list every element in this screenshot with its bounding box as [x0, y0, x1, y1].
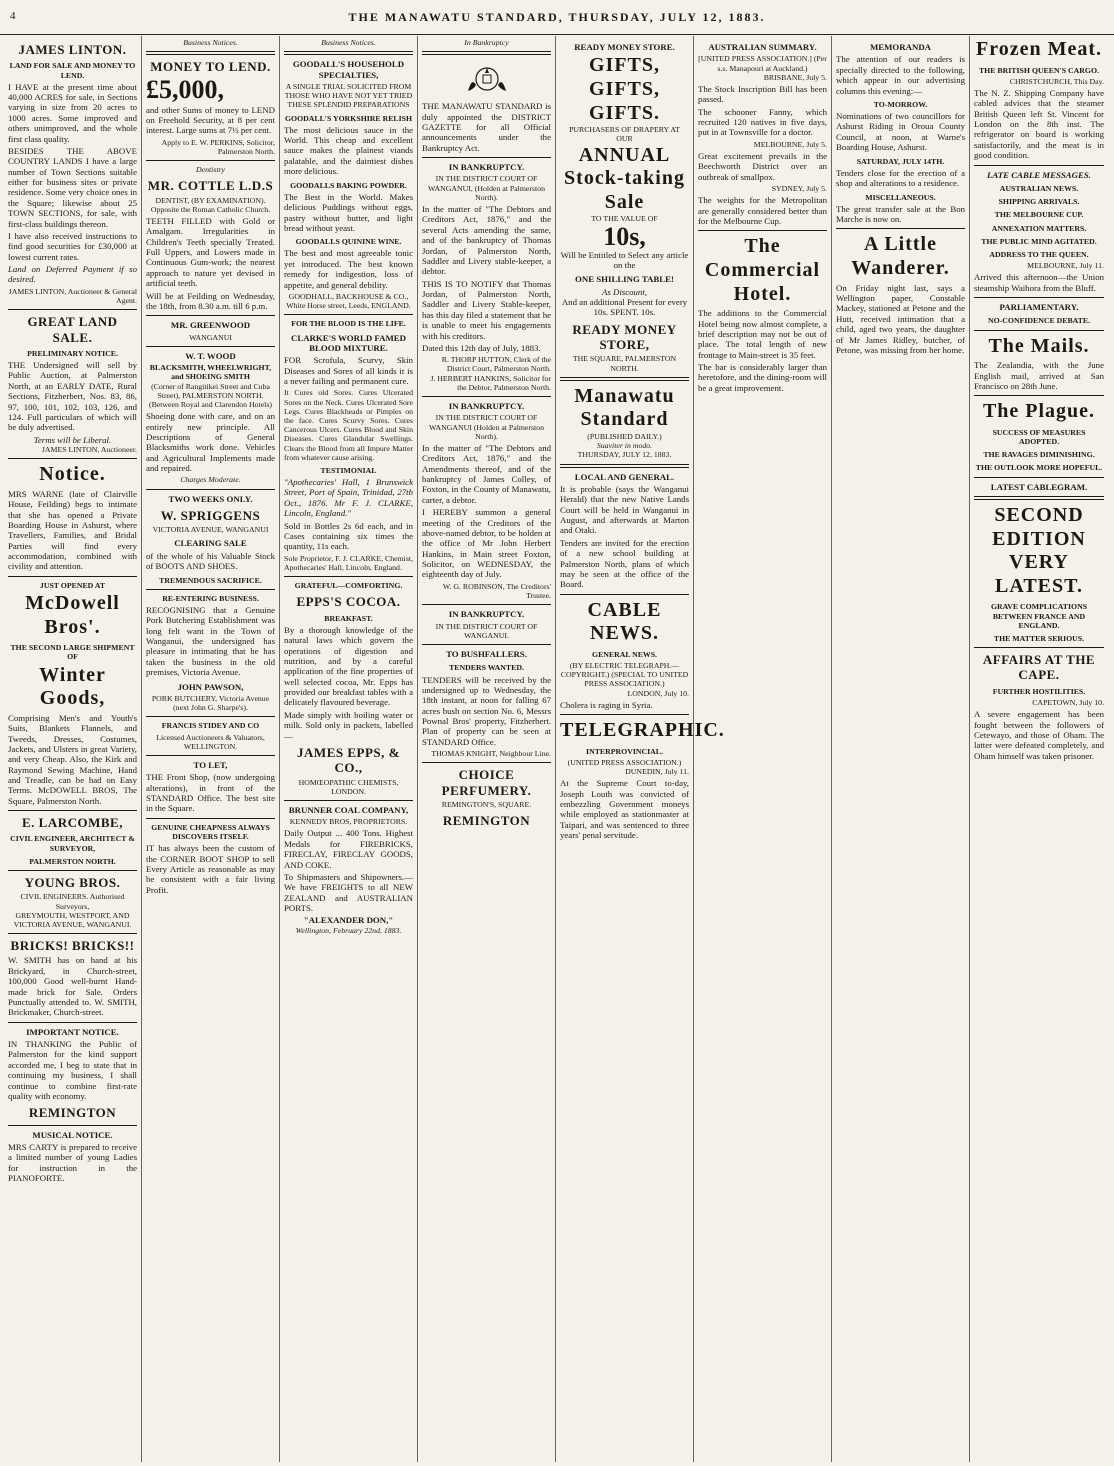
divider	[974, 165, 1104, 166]
clarke-proprietor: Sole Proprietor, F. J. CLARKE, Chemist, Apothecaries' Hall, Lincoln, England.	[284, 553, 413, 572]
sydney-body: The weights for the Metropolitan are generally considered better than for the Melbourne Cup.	[698, 195, 827, 227]
bankruptcy-2-matter: In the matter of "The Debtors and Creditors Act, 1876," and the Amendments thereof, and of the bankruptcy of James Colley, of Foxton, in the County of Manawatu, carter, a debtor.	[422, 442, 551, 505]
to-let-body: THE Front Shop, (now undergoing alterations), in front of the STANDARD Office. The best site in the Square.	[146, 772, 275, 814]
bankruptcy-1-title: IN BANKRUPTCY.	[448, 162, 525, 173]
young-subtitle: CIVIL ENGINEERS. Authorised Surveyors,	[20, 892, 125, 911]
dentist-name: MR. COTTLE L.D.S	[147, 178, 274, 194]
reopening-title: RE-ENTERING BUSINESS.	[162, 593, 259, 603]
memoranda-body: The attention of our readers is specially directed to the following, which appear in our advertising columns this evening:—	[836, 54, 965, 96]
money-amount: £5,000,	[146, 74, 224, 104]
greenwood-title: MR. GREENWOOD	[170, 320, 251, 331]
mails-title: The Mails.	[988, 334, 1090, 357]
pawson-subtitle: PORK BUTCHERY, Victoria Avenue (next John G. Sharpe's).	[151, 693, 270, 713]
discount-line: As Discount,	[602, 286, 647, 297]
wood-body: Shoeing done with care, and on an entirely new principle. All Descriptions of General Blacksmiths work done. Vehicles and Agricultural Implements made and repaired.	[146, 411, 275, 474]
divider	[8, 870, 137, 871]
brunner-body: Daily Output ... 400 Tons. Highest Medals for FIREBRICKS, FIRECLAY, FIRECLAY GOODS, AND COKE.	[284, 828, 413, 870]
australian-item: The schooner Fanny, which recruited 120 natives in five days, put in at Townsville for a doctor.	[698, 106, 827, 138]
local-item-2: Tenders are invited for the erection of a new school building at Palmerston North, plans of which may be seen at the office of the Board.	[560, 537, 689, 590]
late-cable-title: LATE CABLE MESSAGES.	[987, 169, 1091, 180]
cable-london: LONDON, July 10.	[627, 688, 689, 698]
frozen-cargo: THE BRITISH QUEEN'S CARGO.	[978, 65, 1099, 75]
one-shilling-table: ONE SHILLING TABLE!	[575, 274, 674, 285]
divider	[8, 1022, 137, 1023]
ready-money-title: READY MONEY STORE.	[574, 42, 675, 52]
brunner-title: BRUNNER COAL COMPANY,	[288, 804, 409, 815]
linton-deposit: Land on Deferred Payment if so desired.	[8, 264, 137, 285]
miscellaneous-body: The great transfer sale at the Bon Marche is now on.	[836, 203, 965, 225]
divider	[8, 576, 137, 577]
bankruptcy-1-matter: In the matter of "The Debtors and Creditors Act, 1876," and the several Acts amending the same, and of the bankruptcy of Thomas Jordan, of Palmerston North, Saddler and Livery stable-keeper, a debtor.	[422, 204, 551, 277]
plague-title: The Plague.	[982, 400, 1096, 423]
grave-complications: GRAVE COMPLICATIONS BETWEEN FRANCE AND ENGLAND.	[990, 602, 1088, 630]
divider	[422, 604, 551, 605]
linton-signature: JAMES LINTON, Auctioneer & General Agent.	[8, 286, 137, 306]
paper-published: (PUBLISHED DAILY.)	[587, 431, 662, 441]
purchasers-line: PURCHASERS OF DRAPERY AT OUR	[569, 125, 680, 144]
dentist-body: TEETH FILLED with Gold or Amalgam. Irregularities in Children's Teeth specially Treated. Full Uppers, and Lowers made in Continuous Gum-work; the nearest approach to nature yet devised in artificial teeth.	[146, 215, 275, 289]
divider	[974, 395, 1104, 396]
divider	[698, 230, 827, 231]
melbourne-date: MELBOURNE, July 5.	[753, 139, 827, 149]
dentist-subtitle: DENTIST, (BY EXAMINATION).	[155, 195, 266, 205]
divider	[422, 762, 551, 763]
baking-title: GOODALLS BAKING POWDER.	[290, 180, 407, 190]
brunner-subtitle: KENNEDY BROS, PROPRIETORS.	[289, 817, 408, 827]
young-title: YOUNG BROS.	[24, 875, 121, 891]
terms-note: Terms will be Liberal.	[33, 434, 112, 445]
column-2	[142, 36, 280, 1462]
pawson-title: JOHN PAWSON,	[177, 681, 244, 692]
clarke-body: FOR Scrofula, Scurvy, Skin Diseases and Sores of all kinds it is a never failing and permanent cure.	[284, 355, 413, 386]
dunedin-body: At the Supreme Court to-day, Joseph Louth was convicted of embezzling Government moneys while employed as stationmaster at Taipari, and was sentenced to three years' penal servitude.	[560, 778, 689, 841]
column-3	[280, 36, 418, 1462]
bankruptcy-1-notify: THIS IS TO NOTIFY that Thomas Jordan, of Palmerston North, Saddler and Livery Stable-keeper, has this day filed a statement that he is unable to meet his engagements with his creditors.	[422, 278, 551, 341]
gazette-notice: THE MANAWATU STANDARD is duly appointed the DISTRICT GAZETTE for all Official announcements under the Bankruptcy Act.	[422, 101, 551, 153]
bankruptcy-1-clerk: R. THORP HUTTON, Clerk of the District Court, Palmerston North.	[441, 355, 551, 374]
testimonial-title: TESTIMONIAL	[320, 465, 377, 475]
column-header: In Bankruptcy	[464, 38, 509, 47]
rms-name: READY MONEY STORE,	[572, 321, 677, 353]
divider	[146, 160, 275, 161]
capetown-body: A severe engagement has been fought between the followers of Cetewayo, and those of Oham. The latter were defeated completely, and Oham himself was taken prisoner.	[974, 709, 1104, 761]
clarke-title: CLARKE'S WORLD FAMED BLOOD MIXTURE.	[290, 332, 407, 353]
divider	[560, 714, 689, 715]
relish-body: The most delicious sauce in the World. This cheap and excellent sauce makes the plainest viands palatable, and the daintiest dishes more delicious.	[284, 124, 413, 177]
cable-news-title: CABLE NEWS.	[587, 598, 662, 645]
important-body: IN THANKING the Public of Palmerston for the kind support accorded me, I beg to state that in continuing my business, I shall continue to combine first-rate quality with economy.	[8, 1039, 137, 1101]
commercial-hotel-body: The additions to the Commercial Hotel being now almost complete, a brief description may not be out of place. The total length of new frontage to Main-street is 35 feet.	[698, 308, 827, 360]
local-item-1: It is probable (says the Wanganui Herald) that the new Native Lands Court will be held in Wanganui in August, and afterwards at Marton and Otaki.	[560, 483, 689, 536]
sydney-date: SYDNEY, July 5.	[771, 184, 827, 194]
melbourne-cup: THE MELBOURNE CUP.	[994, 210, 1084, 220]
divider	[8, 458, 137, 459]
money-apply: Apply to E. W. PERKINS, Solicitor, Palmerston North.	[161, 137, 275, 156]
annual-title: ANNUAL	[578, 143, 671, 166]
tomorrow-title: TO-MORROW.	[873, 99, 928, 109]
epps-body: By a thorough knowledge of the natural laws which govern the operations of digestion and nutrition, and by a careful application of the fine properties of well selected cocoa, Mr. Epps has provided our breakfast tables with a delicately flavoured beverage.	[284, 624, 413, 708]
testimonial-body: "Apothecaries' Hall, 1 Brunswick Street, Port of Spain, Trinidad, 27th Oct., 1876. Mr F. J. CLARKE, Lincoln, England."	[284, 477, 413, 519]
australian-news: AUSTRALIAN NEWS.	[999, 183, 1079, 193]
perfumery-subtitle: REMINGTON'S, SQUARE.	[441, 799, 532, 809]
divider	[422, 396, 551, 397]
page-number: 4	[10, 10, 17, 22]
reopening-body: RECOGNISING that a Genuine Pork Butchering Establishment was long felt want in the Town of Wanganui, the undersigned has pleasure in intimating that he has taken the business in the old premises, Victoria Avenue.	[146, 604, 275, 678]
tenders-body: TENDERS will be received by the undersigned up to Wednesday, the 18th instant, at noon for falling 67 acres bush on section No. 6, Messrs Pownal Bros' property, Fitzherbert. Plan of property can be seen at STANDARD Office.	[422, 674, 551, 747]
bankruptcy-2-court: IN THE DISTRICT COURT OF WANGANUI (Holden at Palmerston North).	[429, 413, 544, 441]
bankruptcy-2-title: IN BANKRUPTCY.	[448, 401, 525, 411]
divider	[974, 297, 1104, 298]
larcombe-place: PALMERSTON NORTH.	[29, 856, 116, 866]
spriggens-subtitle: VICTORIA AVENUE, WANGANUI	[152, 525, 269, 535]
epps-chemists: HOMŒOPATHIC CHEMISTS, LONDON.	[298, 777, 399, 796]
bankruptcy-3-court: IN THE DISTRICT COURT OF WANGANUI.	[435, 621, 538, 640]
goodall-title: GOODALL'S HOUSEHOLD SPECIALTIES,	[292, 59, 405, 80]
blood-title: FOR THE BLOOD IS THE LIFE.	[291, 319, 406, 329]
divider	[146, 818, 275, 819]
divider	[284, 314, 413, 315]
perfumery-remington: REMINGTON	[442, 813, 531, 829]
wanderer-title: A Little Wanderer.	[851, 233, 950, 280]
divider	[146, 716, 275, 717]
divider	[422, 51, 551, 55]
clearing-title: CLEARING SALE	[174, 538, 247, 549]
frozen-meat-title: Frozen Meat.	[975, 38, 1103, 60]
divider	[422, 157, 551, 158]
paper-title: Manawatu Standard	[574, 384, 675, 431]
divider	[146, 489, 275, 490]
divider	[560, 594, 689, 595]
divider	[836, 228, 965, 229]
quinine-title: GOODALLS QUININE WINE.	[295, 237, 402, 247]
rms-address: THE SQUARE, PALMERSTON NORTH.	[572, 354, 677, 373]
australian-press: [UNITED PRESS ASSOCIATION.] (Per s.s. Manapouri at Auckland.)	[698, 54, 827, 73]
bankruptcy-1-court: IN THE DISTRICT COURT OF WANGANUI, (Holden at Palmerston North).	[428, 174, 545, 202]
great-land-sale-title: GREAT LAND SALE.	[27, 314, 118, 345]
musical-title: MUSICAL NOTICE.	[32, 1129, 113, 1140]
wanderer-body: On Friday night last, says a Wellington paper, Constable Mackey, stationed at Petone and the Hutt, received intimation that a child, aged two years, the daughter of Mr James Ridley, butcher, of Petone, was missing from her home.	[836, 282, 965, 355]
very-latest: VERY LATEST.	[995, 551, 1083, 597]
commercial-hotel-title: The Commercial Hotel.	[704, 235, 821, 305]
present-line: And an additional Present for every 10s. SPENT. 10s.	[561, 297, 688, 318]
brunner-alexander: "ALEXANDER DON,"	[303, 915, 394, 926]
local-general-title: LOCAL AND GENERAL.	[574, 471, 675, 482]
annexation-matters: ANNEXATION MATTERS.	[991, 223, 1087, 233]
brunner-wellington: Wellington, February 22nd, 1883.	[295, 925, 402, 935]
goodall-address: GOODHALL, BACKHOUSE & CO., White Horse street, Leeds, ENGLAND.	[286, 291, 411, 311]
column-7	[832, 36, 970, 1462]
mcdowell-goods: Winter Goods,	[39, 663, 106, 710]
divider	[560, 464, 689, 468]
remington-name: REMINGTON	[28, 1105, 117, 1121]
epps-signature: JAMES EPPS, & CO.,	[297, 744, 400, 776]
divider	[974, 330, 1104, 331]
clarke-sold: Sold in Bottles 2s 6d each, and in Cases containing six times the quantity, 11s each.	[284, 520, 413, 552]
larcombe-subtitle: CIVIL ENGINEER, ARCHITECT & SURVEYOR,	[10, 834, 135, 853]
bankruptcy-2-trustee: W. G. ROBINSON, The Creditors' Trustee.	[442, 581, 551, 600]
cable-cholera: Cholera is raging in Syria.	[560, 699, 653, 710]
brunner-shipowners: To Shipmasters and Shipowners.—We have FREIGHTS to all NEW ZEALAND and AUSTRALIAN PORTS.	[284, 871, 413, 914]
general-news-title: GENERAL NEWS.	[592, 649, 657, 659]
to-let-title: TO LET,	[193, 759, 228, 770]
affairs-cape: AFFAIRS AT THE CAPE.	[982, 652, 1096, 683]
perfumery-title: CHOICE PERFUMERY.	[441, 767, 532, 798]
melbourne-body: Great excitement prevails in the Beechworth District over an outbreak of smallpox.	[698, 151, 827, 182]
entitled-line: Will be Entitled to Select any article on the	[560, 249, 689, 270]
notice-title: Notice.	[39, 463, 106, 486]
matter-serious: THE MATTER SERIOUS.	[993, 633, 1085, 643]
genuine-body: IT has always been the custom of the CORNER BOOT SHOP to sell Every Article as reasonable as may be consistent with a fair living Profit.	[146, 843, 275, 895]
address-queen: ADDRESS TO THE QUEEN.	[989, 249, 1089, 259]
column-5	[556, 36, 725, 1462]
tomorrow-body: Nominations of two councillors for Ashurst Riding in Oroua County Council, at noon, at Warne's Boarding House, Ashurst.	[836, 111, 965, 153]
mcdowell-title: McDowell Bros'.	[25, 592, 120, 638]
divider	[284, 576, 413, 577]
divider	[284, 800, 413, 801]
clarke-list: It Cures old Sores. Cures Ulcerated Sores on the Neck. Cures Ulcerated Sore Legs. Cures Blackheads or Pimples on the face. Cures Scurvy Sores. Cures Cancerous Ulcers. Cures Blood and Skin Diseases. Cures Glandular Swellings. Clears the Blood from all Impure Matter from whatever cause arising.	[284, 388, 413, 462]
genuine-title: GENUINE CHEAPNESS ALWAYS DISCOVERS ITSELF.	[151, 822, 270, 841]
linton-subtitle: LAND FOR SALE AND MONEY TO LEND.	[9, 61, 136, 80]
linton-title: JAMES LINTON.	[18, 42, 127, 57]
miscellaneous-title: MISCELLANEOUS.	[865, 192, 936, 202]
charges-note: Charges Moderate.	[180, 475, 241, 485]
divider	[422, 644, 551, 645]
masthead	[0, 0, 1114, 35]
divider	[8, 1125, 137, 1126]
capetown-date: CAPETOWN, July 10.	[1032, 698, 1104, 707]
memoranda-title: MEMORANDA	[869, 42, 932, 52]
dentist-feilding: Will be at Feilding on Wednesday, the 18th, from 8.30 a.m. till 6 p.m.	[146, 290, 275, 311]
column-header: Business Notices.	[321, 38, 376, 47]
epps-title: EPPS'S COCOA.	[296, 594, 401, 610]
bankruptcy-1-dated: Dated this 12th day of July, 1883.	[422, 342, 541, 353]
bricks-title: BRICKS! BRICKS!!	[10, 938, 135, 954]
cable-press: (BY ELECTRIC TELEGRAPH.—COPYRIGHT.) (SPECIAL TO UNITED PRESS ASSOCIATION.)	[560, 661, 689, 689]
wood-title: W. T. WOOD	[185, 350, 236, 361]
goodall-subtitle: A SINGLE TRIAL SOLICITED FROM THOSE WHO HAVE NOT YET TRIED THESE SPLENDID PREPARATIONS	[284, 81, 413, 110]
plague-success: SUCCESS OF MEASURES ADOPTED.	[992, 427, 1086, 447]
column-8	[970, 36, 1108, 1462]
baking-body: The Best in the World. Makes delicious Puddings without eggs, pastry without butter, and light bread without yeast.	[284, 191, 413, 233]
gifts-title: GIFTS, GIFTS, GIFTS.	[588, 54, 661, 124]
divider	[146, 589, 275, 590]
plague-ravages: THE RAVAGES DIMINISHING.	[983, 450, 1095, 460]
stidey-subtitle: Licensed Auctioneers & Valuators, WELLINGTON.	[156, 732, 265, 751]
wood-between: (Between Royal and Clarendon Hotels)	[149, 399, 272, 409]
australian-summary-title: AUSTRALIAN SUMMARY.	[708, 42, 817, 52]
money-title: MONEY TO LEND.	[150, 59, 271, 75]
column-1	[4, 36, 142, 1462]
bankruptcy-2-summon: I HEREBY summon a general meeting of the Creditors of the above-named debtor, to be holden at the office of Mr John Herbert Hankins, in Main street Foxton, Solicitor, on WEDNESDAY, the eighteenth day of July.	[422, 507, 551, 580]
linton-besides: BESIDES THE ABOVE COUNTRY LANDS I have a large number of Town Sections suitable either for business sites or private residence. Some very choice ones in the Square; likewise about 25 TOWN SECTIONS, for sale, with first-class buildings thereon.	[8, 145, 137, 229]
bricks-body: W. SMITH has on hand at his Brickyard, in Church-street, 100,000 Good well-burnt Hand-made brick for Sale. Orders Punctually attended to. W. SMITH, Brickmaker, Church-street.	[8, 955, 137, 1018]
divider	[560, 377, 689, 381]
stocktaking-title: Stock-taking Sale	[564, 167, 685, 213]
divider	[8, 933, 137, 934]
divider	[8, 309, 137, 310]
wood-address: (Corner of Rangitikei Street and Cuba Street), PALMERSTON NORTH.	[151, 381, 270, 400]
young-address: GREYMOUTH, WESTPORT, AND VICTORIA AVENUE, WANGANUI.	[13, 910, 132, 929]
commercial-hotel-body-2: The bar is considerably larger than heretofore, and the dining-room will be a great improvement.	[698, 362, 827, 393]
epps-grateful: GRATEFUL—COMFORTING.	[294, 581, 403, 591]
parliamentary-title: PARLIAMENTARY.	[999, 302, 1079, 313]
dentistry-header: Dentistry	[195, 165, 226, 175]
land-sale-body: THE Undersigned will sell by Public Auction, at Palmerston North, at an EARLY DATE, Rural Sections, Fitzherbert, Nos. 83, 86, 97, 100, 101, 102, 103, 126, and 124. Full particulars of which will be duly advertised.	[8, 360, 137, 433]
mcdowell-opened: JUST OPENED AT	[39, 580, 106, 590]
saturday-body: Tenders close for the erection of a shop and alterations to a residence.	[836, 167, 965, 189]
brisbane-body: The Stock Inscription Bill has been passed.	[698, 83, 827, 105]
important-title: IMPORTANT NOTICE.	[26, 1026, 119, 1037]
bushfallers-title: TO BUSHFALLERS.	[446, 648, 527, 659]
divider	[146, 315, 275, 316]
two-weeks-title: TWO WEEKS ONLY.	[168, 493, 253, 504]
interprovincial-title: INTERPROVINCIAL.	[586, 746, 663, 756]
shipping-arrivals: SHIPPING ARRIVALS.	[998, 197, 1080, 207]
wood-subtitle: BLACKSMITH, WHEELWRIGHT, and SHOEING SMITH	[149, 363, 272, 382]
divider	[8, 810, 137, 811]
mcdowell-shipment: THE SECOND LARGE SHIPMENT OF	[10, 643, 135, 662]
auctioneer-signature: JAMES LINTON, Auctioneer.	[41, 445, 137, 455]
interprovincial-press: (UNITED PRESS ASSOCIATION.)	[567, 757, 682, 767]
paper-motto: Suaviter in modo.	[596, 441, 653, 451]
paper-date: THURSDAY, JULY 12, 1883.	[577, 450, 672, 460]
column-4	[418, 36, 556, 1462]
further-hostilities: FURTHER HOSTILITIES.	[992, 686, 1086, 696]
column-6	[694, 36, 832, 1462]
linton-received: I have also received instructions to find good securities for £30,000 at lowest current rates.	[8, 230, 137, 262]
tremendous-title: TREMENDOUS SACRIFICE.	[159, 575, 262, 585]
royal-crest-icon	[464, 59, 510, 99]
relish-title: GOODALL'S YORKSHIRE RELISH	[284, 113, 413, 123]
divider	[974, 496, 1104, 500]
money-body: and other Sums of money to LEND on Freehold Security, at 8 per cent interest. Large sums at 7½ per cent.	[146, 104, 275, 136]
musical-body: MRS CARTY is prepared to receive a limited number of young Ladies for instruction in the PIANOFORTE.	[8, 1142, 137, 1184]
column-header: Business Notices.	[183, 38, 238, 47]
melbourne-body: Arrived this afternoon—the Union steamship Waihora from the Bluff.	[974, 272, 1104, 293]
plague-outlook: THE OUTLOOK MORE HOPEFUL.	[975, 463, 1103, 473]
melbourne-date: MELBOURNE, July 11.	[1027, 261, 1104, 271]
bankruptcy-1-solicitor: J. HERBERT HANKINS, Solicitor for the Debtor, Palmerston North.	[430, 373, 551, 392]
page-title: THE MANAWATU STANDARD, THURSDAY, JULY 12, 1883.	[348, 9, 766, 24]
columns	[4, 36, 1110, 1462]
mails-body: The Zealandia, with the June English mail, arrived at San Francisco on 28th June.	[974, 360, 1104, 391]
dentist-location: Opposite the Roman Catholic Church.	[150, 204, 271, 214]
greenwood-place: WANGANUI	[189, 332, 232, 342]
latest-cablegram: LATEST CABLEGRAM.	[990, 481, 1088, 492]
mcdowell-body: Comprising Men's and Youth's Suits, Blankets Flannels, and Tweeds, Dresses, Costumes, Jackets, and Ulsters in great Variety, and very Cheap. Also, the Kirk and Raymond Sewing Machine, Hand and Treadle, can be had on Easy Terms. McDOWELL BROS, The Square, Palmerston North.	[8, 712, 137, 806]
brisbane-date: BRISBANE, July 5.	[763, 72, 827, 82]
divider	[146, 755, 275, 756]
stidey-title: FRANCIS STIDEY AND CO	[161, 721, 260, 731]
dunedin-date: DUNEDIN, July 11.	[625, 767, 689, 777]
ten-shillings: 10s,	[603, 221, 646, 251]
christchurch-date: CHRISTCHURCH, This Day.	[1009, 76, 1104, 86]
divider	[974, 477, 1104, 478]
divider	[146, 346, 275, 347]
no-confidence: NO-CONFIDENCE DEBATE.	[987, 316, 1091, 326]
telegraphic-title: TELEGRAPHIC.	[560, 719, 725, 742]
preliminary-notice: PRELIMINARY NOTICE.	[27, 348, 118, 358]
clearing-body: of the whole of his Valuable Stock of BOOTS AND SHOES.	[146, 550, 275, 572]
larcombe-title: E. LARCOMBE,	[22, 815, 123, 831]
quinine-body: The best and most agreeable tonic yet introduced. The best known remedy for indigestion, loss of appetite, and general debility.	[284, 248, 413, 290]
linton-body: I HAVE at the present time about 40,000 ACRES for sale, in Sections varying in size from 20 acres to 1000 acres. Some improved and others unimproved, and the whole first class quality.	[8, 81, 137, 144]
tenders-signature: THOMAS KNIGHT, Neighbour Line.	[431, 749, 551, 759]
epps-made: Made simply with boiling water or milk. Sold only in packets, labelled—	[284, 709, 413, 741]
second-edition: SECOND EDITION	[992, 504, 1086, 550]
frozen-body: The N. Z. Shipping Company have cabled advices that the steamer British Queen left St. Vincent for London on the 8th inst. The refrigerator on board is working satisfactorily, and the meat is in good condition.	[974, 87, 1104, 161]
notice-body: MRS WARNE (late of Clairville House, Feilding) begs to intimate that she has opened a Private Boarding House in Ashurst, where Travellers, Families, and Bridal Parties will find every accommodation, combined with civility and attention.	[8, 488, 137, 572]
tenders-title: TENDERS WANTED.	[449, 663, 524, 673]
divider	[146, 51, 275, 55]
epps-breakfast: BREAKFAST.	[324, 613, 373, 623]
saturday-title: SATURDAY, JULY 14TH.	[856, 156, 945, 166]
divider	[284, 51, 413, 55]
bankruptcy-3-title: IN BANKRUPTCY.	[448, 609, 525, 620]
public-mind: THE PUBLIC MIND AGITATED.	[981, 236, 1097, 246]
divider	[974, 647, 1104, 648]
spriggens-title: W. SPRIGGENS	[160, 507, 261, 523]
value-line: TO THE VALUE OF	[591, 214, 658, 224]
